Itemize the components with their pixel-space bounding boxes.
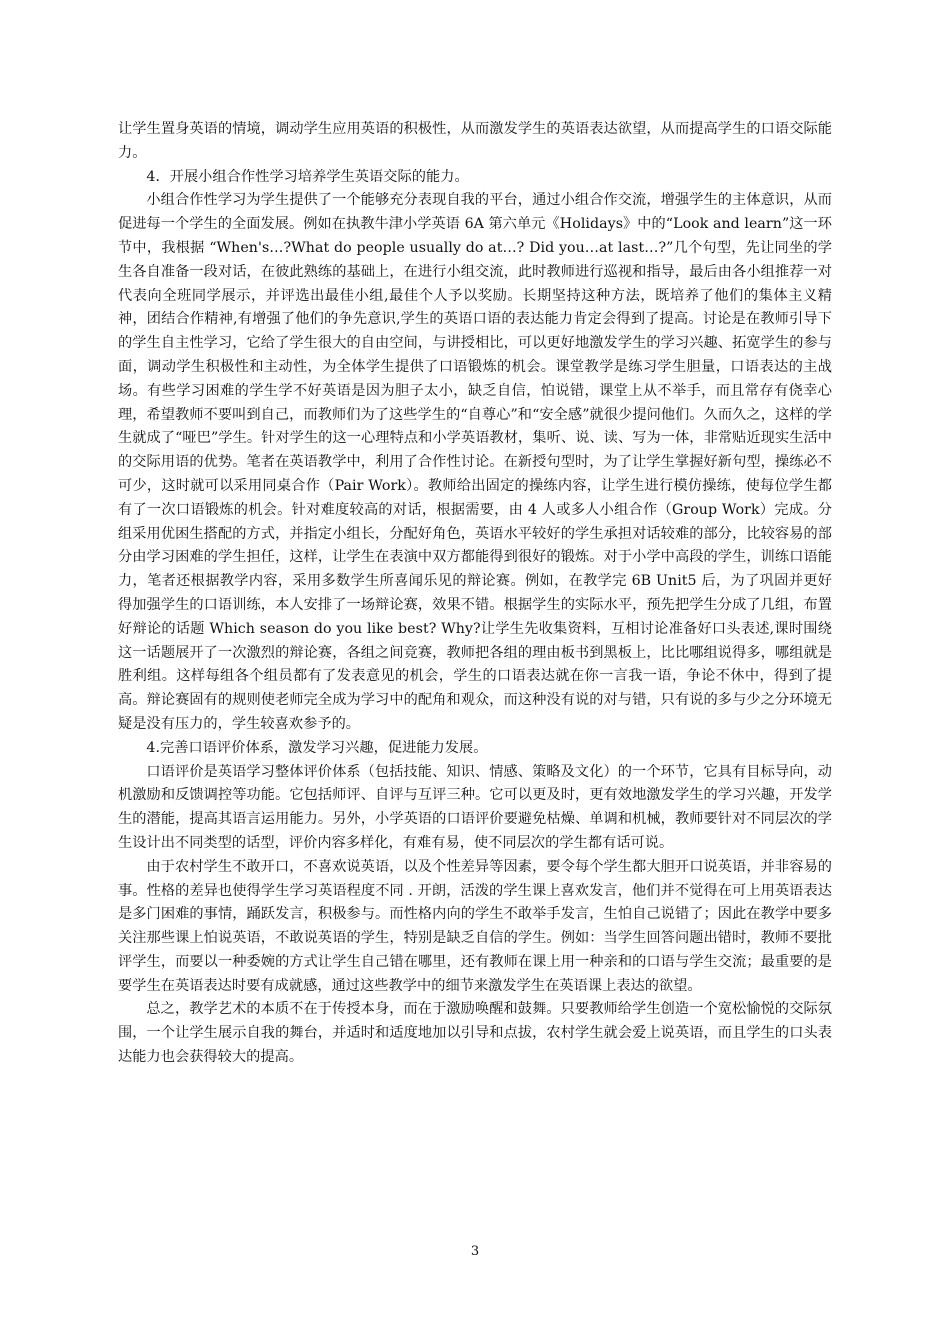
paragraph-continued: 让学生置身英语的情境，调动学生应用英语的积极性，从而激发学生的英语表达欲望，从而提高学生的口语交际能力。: [118, 121, 832, 161]
paragraph-rural-students: 由于农村学生不敢开口，不喜欢说英语，以及个性差异等因素，要令每个学生都大胆开口说英语，并非容易的事。性格的差异也使得学生学习英语程度不同 . 开朗，活泼的学生课上喜欢发言，他们并不觉得在可上用英语表达是多门困难的事情，踊跃发言，积极参与。而性格内向的学生不敢举手发言，生怕自己说错了；因此在教学中要多关注那些课上怕说英语，不敢说英语的学生，特别是缺乏自信的学生。例如：当学生回答问题出错时，教师不要批评学生，而要以一种委婉的方式让学生自己错在哪里，还有教师在课上用一种亲和的口语与学生交流；最重要的是要学生在英语表达时要有成就感，通过这些教学中的细节来激发学生在英语课上表达的欲望。: [118, 858, 832, 994]
document-page: [118, 118, 832, 1070]
paragraph-group-work: 小组合作性学习为学生提供了一个能够充分表现自我的平台，通过小组合作交流，增强学生的主体意识，从而促进每一个学生的全面发展。例如在执教牛津小学英语 6A 第六单元《Holidays》中的“Look and learn”这一环节中，我根据 “When's…?What do people usually do at…? Did you…at last…?”几个句型，先让同坐的学生各自准备一段对话，在彼此熟练的基础上，在进行小组交流，此时教师进行巡视和指导，最后由各小组推荐一对代表向全班同学展示，并评选出最佳小组,最佳个人予以奖励。长期坚持这种方法，既培养了他们的集体主义精神，团结合作精神,有增强了他们的争先意识,学生的英语口语的表达能力肯定会得到了提高。讨论是在教师引导下的学生自主性学习，它给了学生很大的自由空间，与讲授相比，可以更好地激发学生的学习兴趣、拓宽学生的参与面，调动学生积极性和主动性，为全体学生提供了口语锻炼的机会。课堂教学是练习学生胆量，口语表达的主战场。有些学习困难的学生学不好英语是因为胆子太小，缺乏自信，怕说错，课堂上从不举手，而且常存有侥幸心理，希望教师不要叫到自己，而教师们为了这些学生的“自尊心”和“安全感”就很少提问他们。久而久之，这样的学生就成了“哑巴”学生。针对学生的这一心理特点和小学英语教材，集听、说、读、写为一体，非常贴近现实生活中的交际用语的优势。笔者在英语教学中，利用了合作性讨论。在新授句型时，为了让学生掌握好新句型，操练必不可少，这时就可以采用同桌合作（Pair Work）。教师给出固定的操练内容，让学生进行模仿操练，使每位学生都有了一次口语锻炼的机会。针对难度较高的对话，根据需要，由 4 人或多人小组合作（Group Work）完成。分组采用优困生搭配的方式，并指定小组长，分配好角色，英语水平较好的学生承担对话较难的部分，比较容易的部分由学习困难的学生担任，这样，让学生在表演中双方都能得到很好的锻炼。对于小学中高段的学生，训练口语能力，笔者还根据教学内容，采用多数学生所喜闻乐见的辩论赛。例如，在教学完 6B Unit5 后，为了巩固并更好得加强学生的口语训练，本人安排了一场辩论赛，效果不错。根据学生的实际水平，预先把学生分成了几组，布置好辩论的话题 Which season do you like best? Why?让学生先收集资料，互相讨论准备好口头表述,课时围绕这一话题展开了一次激烈的辩论赛，各组之间竞赛，教师把各组的理由板书到黑板上，比比哪组说得多，哪组就是胜利组。这样每组各个组员都有了发表意见的机会，学生的口语表达就在你一言我一语，争论不休中，得到了提高。辩论赛固有的规则使老师完全成为学习中的配角和观众，而这种没有说的对与错，只有说的多与少之分环境无疑是没有压力的，学生较喜欢参予的。: [118, 192, 832, 732]
page-number: 3: [470, 1244, 480, 1259]
paragraph-evaluation: 口语评价是英语学习整体评价体系（包括技能、知识、情感、策略及文化）的一个环节，它具有目标导向，动机激励和反馈调控等功能。它包括师评、自评与互评三种。它可以更及时，更有效地激发学生的学习兴趣，开发学生的潜能，提高其语言运用能力。另外，小学英语的口语评价要避免枯燥、单调和机械，教师要针对不同层次的学生设计出不同类型的话型，评价内容多样化，有难有易，使不同层次的学生都有话可说。: [118, 763, 832, 851]
section-heading-evaluation: 4.完善口语评价体系，激发学习兴趣，促进能力发展。: [146, 739, 488, 756]
paragraph-conclusion: 总之，教学艺术的本质不在于传授本身，而在于激励唤醒和鼓舞。只要教师给学生创造一个宽松愉悦的交际氛围，一个让学生展示自我的舞台，并适时和适度地加以引导和点拔，农村学生就会爱上说英语，而且学生的口头表达能力也会获得较大的提高。: [118, 1001, 832, 1066]
section-heading-group-learning: 4．开展小组合作性学习培养学生英语交际的能力。: [146, 168, 469, 185]
